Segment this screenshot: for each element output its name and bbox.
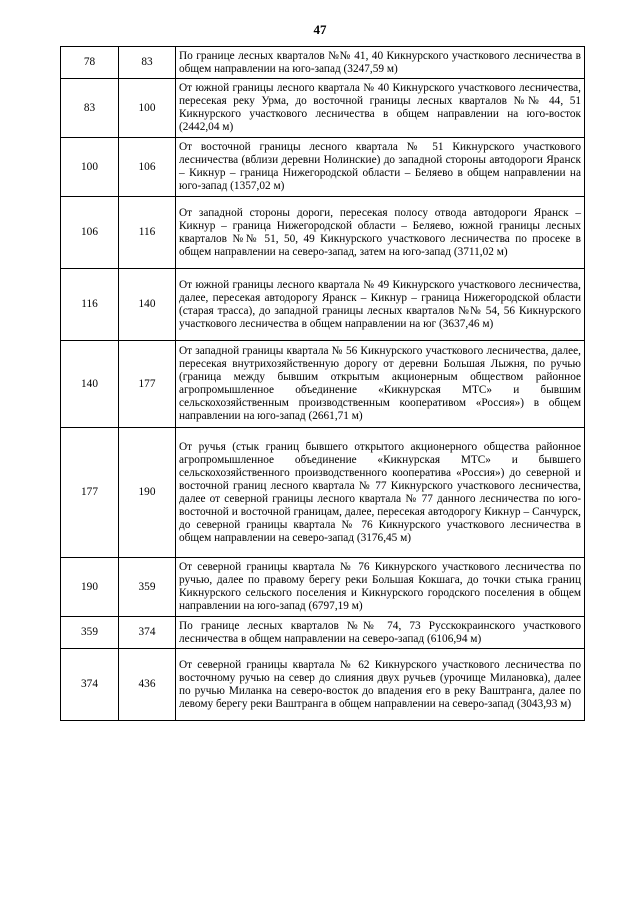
- point-from: 83: [61, 79, 119, 138]
- point-from: 359: [61, 617, 119, 649]
- point-to: 83: [119, 47, 176, 79]
- boundary-description: От западной границы квартала № 56 Кикнурского участкового лесничества, далее, пересекая внутрихозяйственную дорогу от деревни Большая Лыжня, по ручью (граница между бывшим открытым акционерным обществом районное агропромышленное объединение «Кикнурская МТС» и бывшим сельскохозяйственным производственным кооперативом «Россия») в общем направлении на юго-запад (2661,71 м): [176, 341, 585, 428]
- point-from: 116: [61, 269, 119, 341]
- boundary-description: От северной границы квартала № 76 Кикнурского участкового лесничества по ручью, далее по правому берегу реки Большая Кокшага, до точки стыка границ Кикнурского сельского поселения и Кикнурского городского поселения в общем направлении на юго-запад (6797,19 м): [176, 558, 585, 617]
- boundary-description: По границе лесных кварталов №№ 74, 73 Русскокраинского участкового лесничества в общем направлении на северо-запад (6106,94 м): [176, 617, 585, 649]
- point-from: 106: [61, 197, 119, 269]
- point-to: 100: [119, 79, 176, 138]
- table-row: [61, 138, 585, 197]
- point-to: 190: [119, 428, 176, 558]
- table-row: [61, 617, 585, 649]
- boundary-description: От западной стороны дороги, пересекая полосу отвода автодороги Яранск – Кикнур – граница Нижегородской области – Беляево, южной границы лесных кварталов №№ 51, 50, 49 Кикнурского участкового лесничества по просеке в общем направлении на северо-запад, затем на юго-запад (3711,02 м): [176, 197, 585, 269]
- point-from: 374: [61, 649, 119, 721]
- boundary-description: По границе лесных кварталов №№ 41, 40 Кикнурского участкового лесничества в общем направлении на юго-запад (3247,59 м): [176, 47, 585, 79]
- table-row: [61, 558, 585, 617]
- point-to: 177: [119, 341, 176, 428]
- boundary-description: От ручья (стык границ бывшего открытого акционерного общества районное агропромышленное объединение «Кикнурская МТС» и бывшего сельскохозяйственного производственного кооператива «Россия») до северной и восточной границ лесного квартала № 77 Кикнурского участкового лесничества, далее от северной границы лесного квартала № 77 данного лесничества по юго-восточной и восточной границам, далее, пересекая автодорогу Кикнур – Санчурск, до северной границы квартала № 76 Кикнурского участкового лесничества в общем направлении на северо-запад (3176,45 м): [176, 428, 585, 558]
- point-to: 140: [119, 269, 176, 341]
- point-to: 436: [119, 649, 176, 721]
- page-number: 47: [313, 22, 327, 37]
- boundary-description-table: [60, 46, 585, 721]
- table-row: [61, 649, 585, 721]
- table-row: [61, 428, 585, 558]
- boundary-description: От северной границы квартала № 62 Кикнурского участкового лесничества по восточному ручью на север до слияния двух ручьев (урочище Милановка), далее по ручью Миланка на северо-восток до впадения его в реку Ваштранга, далее по левому берегу реки Ваштранга в общем направлении на северо-запад (3043,93 м): [176, 649, 585, 721]
- point-from: 190: [61, 558, 119, 617]
- point-to: 106: [119, 138, 176, 197]
- point-to: 116: [119, 197, 176, 269]
- boundary-description: От восточной границы лесного квартала № 51 Кикнурского участкового лесничества (вблизи деревни Нолинские) до западной стороны автодороги Яранск – Кикнур – граница Нижегородской области – Беляево в общем направлении на юго-запад (1357,02 м): [176, 138, 585, 197]
- table-row: [61, 47, 585, 79]
- point-to: 359: [119, 558, 176, 617]
- boundary-description: От южной границы лесного квартала № 49 Кикнурского участкового лесничества, далее, пересекая автодорогу Яранск – Кикнур – граница Нижегородской области (старая трасса), до западной границы лесных кварталов №№ 54, 56 Кикнурского участкового лесничества в общем направлении на юг (3637,46 м): [176, 269, 585, 341]
- point-from: 100: [61, 138, 119, 197]
- point-to: 374: [119, 617, 176, 649]
- table-row: [61, 79, 585, 138]
- table-row: [61, 197, 585, 269]
- point-from: 140: [61, 341, 119, 428]
- boundary-description: От южной границы лесного квартала № 40 Кикнурского участкового лесничества, пересекая реку Урма, до восточной границы лесных кварталов №№ 44, 51 Кикнурского участкового лесничества в общем направлении на юго-восток (2442,04 м): [176, 79, 585, 138]
- table-row: [61, 269, 585, 341]
- point-from: 78: [61, 47, 119, 79]
- table-row: [61, 341, 585, 428]
- point-from: 177: [61, 428, 119, 558]
